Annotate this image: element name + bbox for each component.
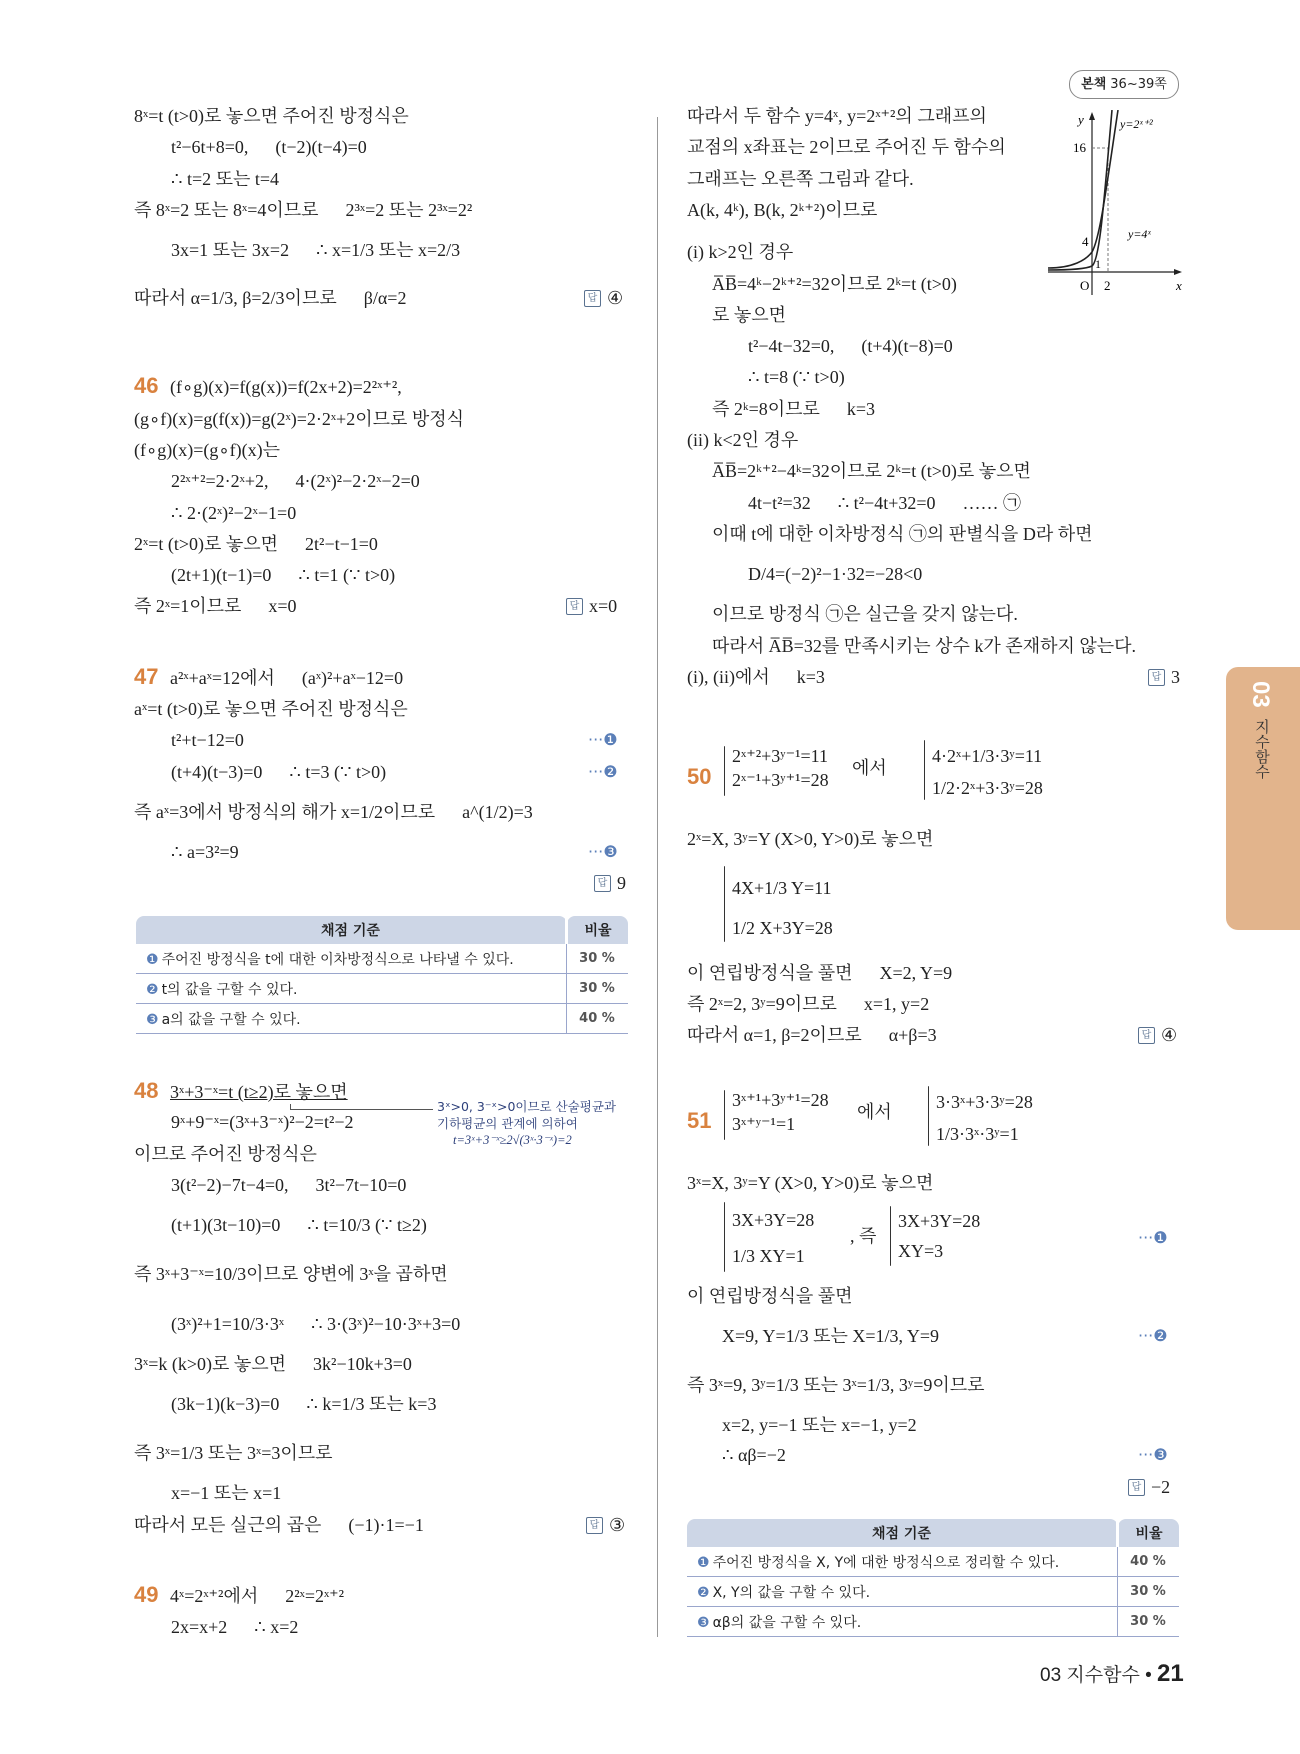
- solution-line: (f∘g)(x)=(g∘f)(x)는: [134, 440, 281, 460]
- solution-line: (i), (ii)에서 k=3: [687, 667, 825, 687]
- x-axis-arrow-icon: [1174, 269, 1182, 275]
- solution-line: 즉 3ˣ+3⁻ˣ=10/3이므로 양변에 3ˣ을 곱하면: [134, 1264, 448, 1284]
- criteria-text: X, Y의 값을 구할 수 있다.: [712, 1584, 871, 1601]
- step-marker: ···❸: [1138, 1445, 1168, 1464]
- table-header: 채점 기준: [687, 1519, 1118, 1547]
- x-axis-label: x: [1176, 278, 1182, 293]
- equation: 1/2 X+3Y=28: [732, 918, 833, 938]
- system-brace: [924, 740, 925, 800]
- answer-value: 3: [1171, 667, 1180, 687]
- equation-system: [732, 1202, 814, 1274]
- solution-line: (3k−1)(k−3)=0 ∴ k=1/3 또는 k=3: [171, 1394, 437, 1414]
- step-marker-icon: ❶: [146, 951, 159, 968]
- step-marker-icon: ❸: [146, 1011, 159, 1028]
- solution-line: 에서: [857, 1102, 892, 1122]
- criteria-pct: 30 %: [1118, 1607, 1180, 1637]
- table-row: [687, 1547, 1179, 1577]
- solution-line: 4ˣ=2ˣ⁺²에서 2²ˣ=2ˣ⁺²: [170, 1586, 345, 1606]
- answer-value: x=0: [589, 596, 618, 616]
- solution-line: 4t−t²=32 ∴ t²−4t+32=0 …… ㉠: [748, 493, 1022, 513]
- criteria-pct: 30 %: [567, 944, 629, 974]
- solution-line: 3ˣ=k (k>0)로 놓으면 3k²−10k+3=0: [134, 1354, 412, 1374]
- answer-value: ④: [607, 288, 624, 308]
- equation: 1/3 XY=1: [732, 1246, 805, 1266]
- table-header: 비율: [1118, 1519, 1180, 1547]
- page-number: 21: [1157, 1660, 1184, 1687]
- step-marker-icon: ❶: [697, 1554, 710, 1571]
- solution-line: 즉 aˣ=3에서 방정식의 해가 x=1/2이므로 a^(1/2)=3: [134, 802, 533, 822]
- equation: 1/3·3ˣ·3ʸ=1: [936, 1124, 1019, 1144]
- solution-line: 3x=1 또는 3x=2 ∴ x=1/3 또는 x=2/3: [171, 240, 461, 260]
- solution-line: A̅B̅=4ᵏ−2ᵏ⁺²=32이므로 2ᵏ=t (t>0): [712, 274, 957, 294]
- exponential-graph: [1048, 110, 1188, 300]
- solution-line: 따라서 A̅B̅=32를 만족시키는 상수 k가 존재하지 않는다.: [712, 636, 1137, 656]
- answer-value: −2: [1151, 1477, 1171, 1497]
- solution-line: t²+t−12=0: [171, 730, 244, 750]
- solution-line: 이므로 방정식 ㉠은 실근을 갖지 않는다.: [712, 604, 1018, 624]
- step-marker: ···❷: [1138, 1326, 1168, 1345]
- problem-number: 50: [687, 764, 712, 789]
- curve-label: y=2ˣ⁺²: [1120, 117, 1153, 131]
- solution-line: , 즉: [850, 1226, 877, 1246]
- table-row: [687, 1607, 1179, 1637]
- equation-system: [898, 1206, 980, 1266]
- system-brace: [724, 866, 725, 942]
- problem-number: 48: [134, 1078, 159, 1103]
- solution-line: 3(t²−2)−7t−4=0, 3t²−7t−10=0: [171, 1175, 407, 1195]
- criteria-text: a의 값을 구할 수 있다.: [161, 1011, 301, 1028]
- equation: 4·2ˣ+1/3·3ʸ=11: [932, 746, 1043, 766]
- note-line: 기하평균의 관계에 의하여: [437, 1116, 578, 1131]
- solution-line: X=9, Y=1/3 또는 X=1/3, Y=9: [722, 1326, 940, 1346]
- solution-line: x=−1 또는 x=1: [171, 1483, 282, 1503]
- solution-line: ∴ 2·(2ˣ)²−2ˣ−1=0: [171, 503, 297, 523]
- answer-icon: 답: [594, 875, 611, 892]
- solution-line: ∴ t=2 또는 t=4: [171, 169, 280, 189]
- answer: [566, 594, 617, 618]
- answer: [1138, 1023, 1177, 1047]
- badge-pages: 36~39쪽: [1110, 77, 1167, 92]
- chapter-number: 03: [1247, 681, 1274, 708]
- step-marker-icon: ❷: [146, 981, 159, 998]
- table-header: 채점 기준: [136, 916, 567, 944]
- solution-line: 따라서 α=1/3, β=2/3이므로 β/α=2: [134, 288, 407, 308]
- criteria-text: t의 값을 구할 수 있다.: [161, 981, 298, 998]
- solution-line: 즉 3ˣ=1/3 또는 3ˣ=3이므로: [134, 1443, 333, 1463]
- note-connector: [290, 1104, 433, 1110]
- equation-system: [936, 1086, 1033, 1150]
- solution-line: 따라서 두 함수 y=4ˣ, y=2ˣ⁺²의 그래프의: [687, 106, 987, 126]
- tick-label: 4: [1082, 234, 1089, 249]
- answer-icon: 답: [1148, 669, 1165, 686]
- system-brace: [890, 1206, 891, 1266]
- solution-line: 따라서 α=1, β=2이므로 α+β=3: [687, 1025, 937, 1045]
- grading-criteria-table: [136, 916, 628, 1034]
- solution-line: 9ˣ+9⁻ˣ=(3ˣ+3⁻ˣ)²−2=t²−2: [171, 1112, 354, 1132]
- solution-line: 8ˣ=t (t>0)로 놓으면 주어진 방정식은: [134, 106, 409, 126]
- note-line: 3ˣ>0, 3⁻ˣ>0이므로 산술평균과: [437, 1099, 616, 1114]
- solution-line: x=2, y=−1 또는 x=−1, y=2: [722, 1415, 917, 1435]
- chapter-label: 지수함수: [1253, 719, 1271, 779]
- equation-system: [732, 1088, 829, 1136]
- solution-line: D/4=(−2)²−1·32=−28<0: [748, 564, 923, 584]
- answer-icon: 답: [586, 1517, 603, 1534]
- solution-line: 이때 t에 대한 이차방정식 ㉠의 판별식을 D라 하면: [712, 524, 1093, 544]
- step-marker: ···❶: [1138, 1228, 1168, 1247]
- badge-label: 본책: [1081, 77, 1107, 92]
- solution-line: (g∘f)(x)=g(f(x))=g(2ˣ)=2·2ˣ+2이므로 방정식: [134, 409, 465, 429]
- criteria-pct: 40 %: [567, 1004, 629, 1034]
- equation: 2ˣ⁻¹+3ʸ⁺¹=28: [732, 770, 829, 790]
- solution-line: a²ˣ+aˣ=12에서 (aˣ)²+aˣ−12=0: [170, 668, 404, 688]
- table-row: [136, 1004, 628, 1034]
- answer-icon: 답: [566, 598, 583, 615]
- page-footer: [1040, 1660, 1184, 1688]
- origin-label: O: [1080, 278, 1090, 293]
- table-row: [687, 1577, 1179, 1607]
- step-marker: ···❸: [588, 842, 618, 861]
- step-marker-icon: ❷: [697, 1584, 710, 1601]
- solution-line: ∴ αβ=−2: [722, 1445, 786, 1465]
- solution-line: 이 연립방정식을 풀면 X=2, Y=9: [687, 963, 953, 983]
- problem-number: 47: [134, 664, 159, 689]
- criteria-text: 주어진 방정식을 t에 대한 이차방정식으로 나타낼 수 있다.: [161, 951, 514, 968]
- solution-line: (f∘g)(x)=f(g(x))=f(2x+2)=2²ˣ⁺²,: [170, 377, 402, 397]
- table-row: [136, 974, 628, 1004]
- table-row: [136, 944, 628, 974]
- equation: 3·3ˣ+3·3ʸ=28: [936, 1092, 1033, 1112]
- answer-icon: 답: [1138, 1027, 1155, 1044]
- solution-line: 이 연립방정식을 풀면: [687, 1286, 853, 1306]
- table-header: 비율: [567, 916, 629, 944]
- chapter-tab[interactable]: [1226, 667, 1300, 930]
- system-brace: [724, 1090, 725, 1140]
- step-marker: ···❷: [588, 762, 618, 781]
- equation: 3X+3Y=28: [732, 1210, 815, 1230]
- solution-line: aˣ=t (t>0)로 놓으면 주어진 방정식은: [134, 699, 408, 719]
- solution-line: 3ˣ=X, 3ʸ=Y (X>0, Y>0)로 놓으면: [687, 1173, 934, 1193]
- problem-number: 46: [134, 373, 159, 398]
- solution-line: t²−4t−32=0, (t+4)(t−8)=0: [748, 336, 953, 356]
- note-formula: t=3ˣ+3⁻ˣ≥2√(3ˣ·3⁻ˣ)=2: [453, 1133, 572, 1147]
- answer: [1148, 665, 1180, 689]
- criteria-pct: 40 %: [1118, 1547, 1180, 1577]
- problem-number: 49: [134, 1582, 159, 1607]
- curve-4-pow-x: [1048, 110, 1112, 270]
- solution-line: 따라서 모든 실근의 곱은 (−1)·1=−1: [134, 1515, 424, 1535]
- solution-line: (3ˣ)²+1=10/3·3ˣ ∴ 3·(3ˣ)²−10·3ˣ+3=0: [171, 1314, 461, 1334]
- answer: [594, 871, 626, 895]
- solution-line: 2ˣ=X, 3ʸ=Y (X>0, Y>0)로 놓으면: [687, 829, 934, 849]
- system-brace: [724, 1202, 725, 1272]
- criteria-text: αβ의 값을 구할 수 있다.: [712, 1614, 862, 1631]
- tick-label: 1: [1095, 257, 1101, 271]
- solution-line: 2ˣ=t (t>0)로 놓으면 2t²−t−1=0: [134, 534, 378, 554]
- step-marker: ···❶: [588, 730, 618, 749]
- equation-system: [732, 868, 833, 948]
- equation: 3X+3Y=28: [898, 1211, 981, 1231]
- answer: [584, 286, 623, 310]
- criteria-pct: 30 %: [567, 974, 629, 1004]
- tick-label: 2: [1104, 278, 1111, 293]
- column-divider: [657, 117, 658, 1637]
- equation: XY=3: [898, 1241, 944, 1261]
- problem-number: 51: [687, 1108, 712, 1133]
- solution-line: 에서: [852, 758, 887, 778]
- curve-label: y=4ˣ: [1128, 227, 1151, 241]
- solution-line: 3ˣ+3⁻ˣ=t (t≥2)로 놓으면: [170, 1082, 348, 1102]
- solution-line: 2²ˣ⁺²=2·2ˣ+2, 4·(2ˣ)²−2·2ˣ−2=0: [171, 471, 420, 491]
- solution-line: (t+4)(t−3)=0 ∴ t=3 (∵ t>0): [171, 762, 387, 782]
- solution-line: ∴ t=8 (∵ t>0): [748, 367, 845, 387]
- equation: 2ˣ⁺²+3ʸ⁻¹=11: [732, 746, 828, 766]
- equation: 3ˣ⁺ʸ⁻¹=1: [732, 1114, 796, 1134]
- equation-system: [732, 744, 829, 792]
- footer-chapter: 03 지수함수 •: [1040, 1665, 1158, 1686]
- solution-line: 교점의 x좌표는 2이므로 주어진 두 함수의: [687, 137, 1006, 157]
- y-axis-arrow-icon: [1089, 112, 1095, 120]
- solution-line: (2t+1)(t−1)=0 ∴ t=1 (∵ t>0): [171, 565, 396, 585]
- solution-line: (t+1)(3t−10)=0 ∴ t=10/3 (∵ t≥2): [171, 1215, 427, 1235]
- system-brace: [724, 746, 725, 796]
- page-reference-badge: [1069, 70, 1179, 99]
- solution-line: 즉 2ᵏ=8이므로 k=3: [712, 399, 876, 419]
- solution-line: 그래프는 오른쪽 그림과 같다.: [687, 169, 914, 189]
- grading-criteria-table: [687, 1519, 1179, 1637]
- solution-line: A̅B̅=2ᵏ⁺²−4ᵏ=32이므로 2ᵏ=t (t>0)로 놓으면: [712, 461, 1031, 481]
- answer-icon: 답: [1128, 1479, 1145, 1496]
- solution-line: A(k, 4ᵏ), B(k, 2ᵏ⁺²)이므로: [687, 200, 878, 220]
- solution-line: 즉 2ˣ=2, 3ʸ=9이므로 x=1, y=2: [687, 994, 930, 1014]
- solution-line: (i) k>2인 경우: [687, 242, 794, 262]
- equation: 4X+1/3 Y=11: [732, 878, 832, 898]
- solution-line: ∴ a=3²=9: [171, 842, 239, 862]
- y-axis-label: y: [1078, 112, 1084, 127]
- solution-line: 즉 3ˣ=9, 3ʸ=1/3 또는 3ˣ=1/3, 3ʸ=9이므로: [687, 1375, 985, 1395]
- answer: [1128, 1475, 1170, 1499]
- equation-system: [932, 740, 1043, 804]
- answer: [586, 1513, 625, 1537]
- solution-line: 즉 2ˣ=1이므로 x=0: [134, 596, 297, 616]
- solution-line: 로 놓으면: [712, 305, 787, 325]
- answer-value: ④: [1161, 1025, 1178, 1045]
- solution-line: t²−6t+8=0, (t−2)(t−4)=0: [171, 137, 367, 157]
- solution-line: 즉 8ˣ=2 또는 8ˣ=4이므로 2³ˣ=2 또는 2³ˣ=2²: [134, 200, 473, 220]
- answer-value: ③: [609, 1515, 626, 1535]
- criteria-text: 주어진 방정식을 X, Y에 대한 방정식으로 정리할 수 있다.: [712, 1554, 1060, 1571]
- system-brace: [928, 1086, 929, 1146]
- tick-label: 16: [1073, 140, 1086, 155]
- answer-value: 9: [617, 873, 626, 893]
- step-marker-icon: ❸: [697, 1614, 710, 1631]
- side-note: [437, 1098, 616, 1149]
- solution-line: 2x=x+2 ∴ x=2: [171, 1617, 299, 1637]
- solution-line: (ii) k<2인 경우: [687, 430, 799, 450]
- equation: 1/2·2ˣ+3·3ʸ=28: [932, 778, 1043, 798]
- answer-icon: 답: [584, 290, 601, 307]
- solution-line: 이므로 주어진 방정식은: [134, 1144, 317, 1164]
- equation: 3ˣ⁺¹+3ʸ⁺¹=28: [732, 1090, 829, 1110]
- criteria-pct: 30 %: [1118, 1577, 1180, 1607]
